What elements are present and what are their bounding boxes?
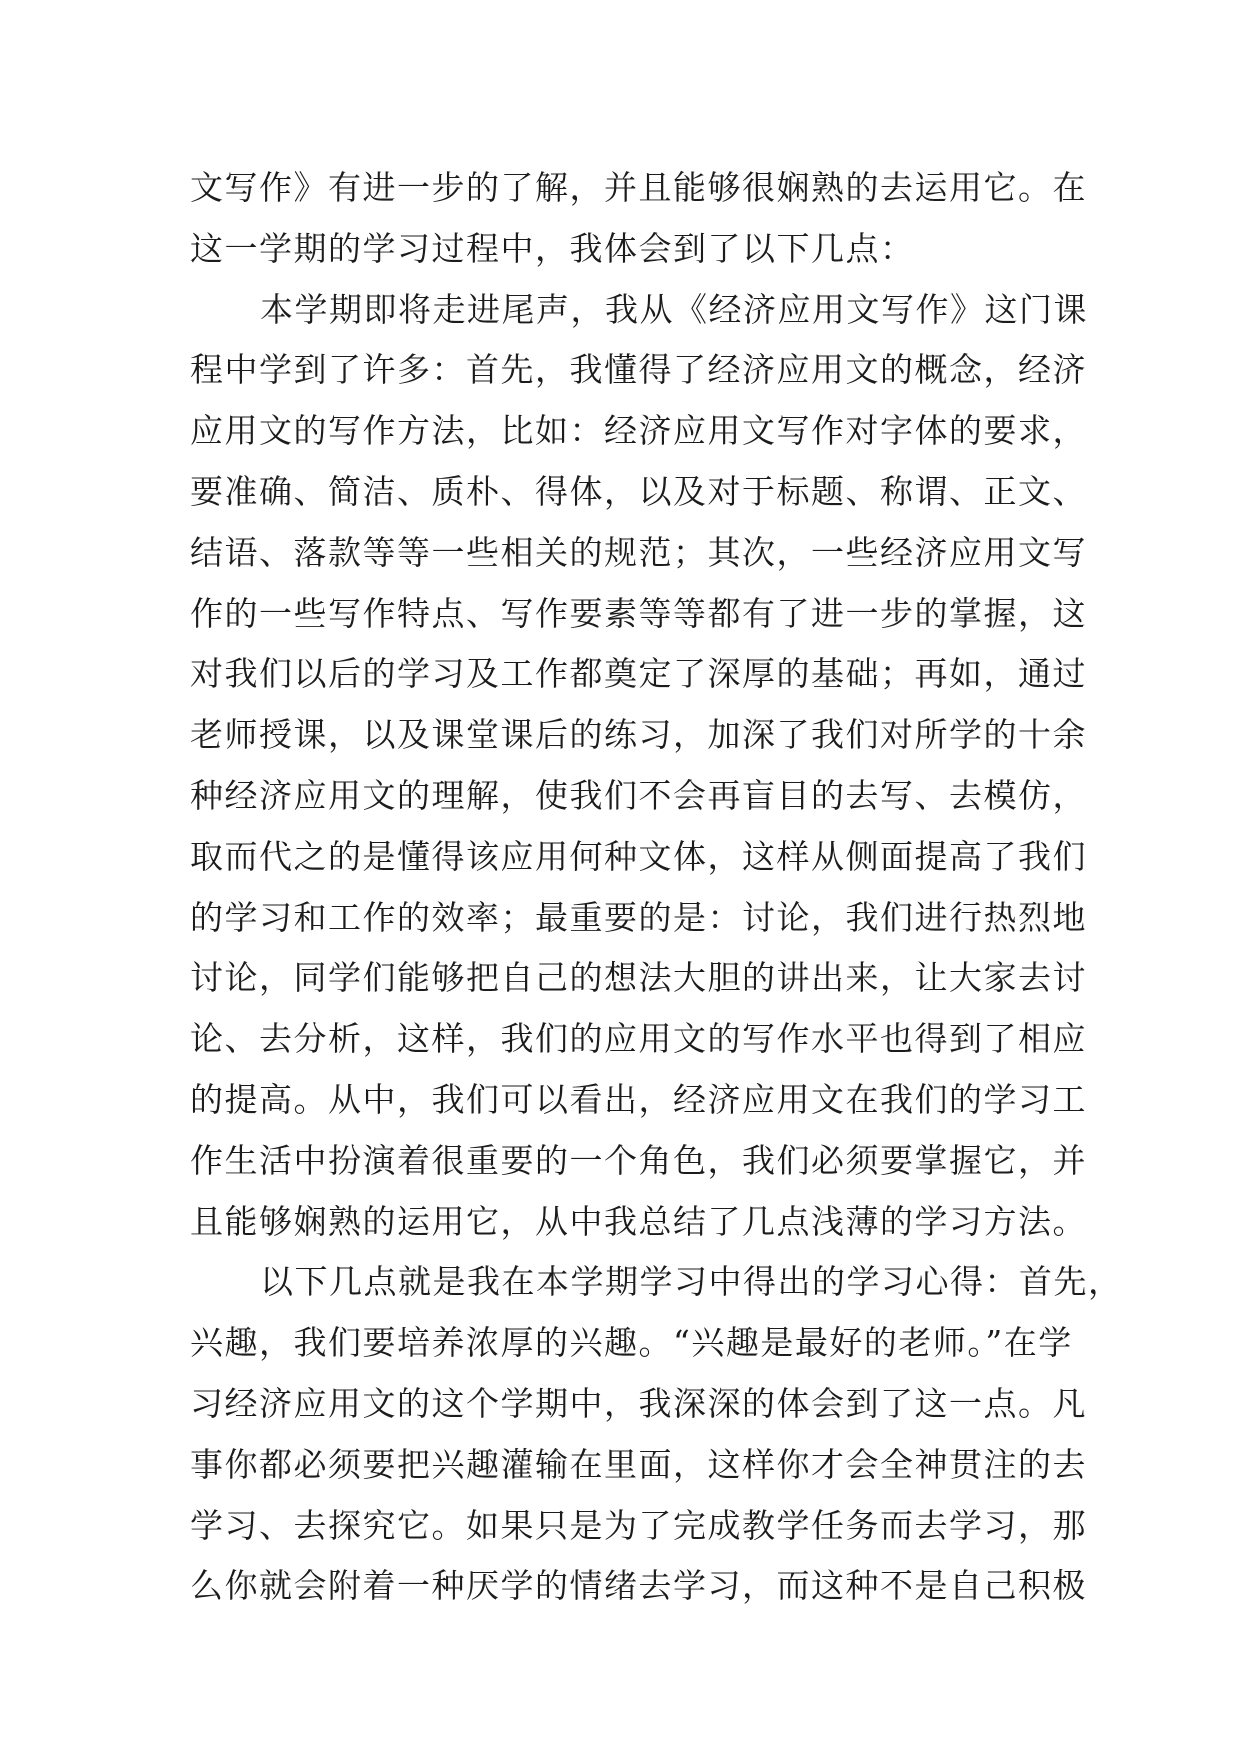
body-text <box>190 158 1123 1617</box>
text-line: 作生活中扮演着很重要的一个角色，我们必须要掌握它，并 <box>190 1140 1087 1180</box>
text-line: 的提高。从中，我们可以看出，经济应用文在我们的学习工 <box>190 1079 1087 1119</box>
text-line: 结语、落款等等一些相关的规范；其次，一些经济应用文写 <box>190 532 1087 572</box>
text-line: 论、去分析，这样，我们的应用文的写作水平也得到了相应 <box>190 1019 1087 1059</box>
text-line: 种经济应用文的理解，使我们不会再盲目的去写、去模仿， <box>190 775 1087 815</box>
text-line: 以下几点就是我在本学期学习中得出的学习心得：首先， <box>260 1262 1123 1302</box>
text-line: 作的一些写作特点、写作要素等等都有了进一步的掌握，这 <box>190 593 1087 633</box>
text-line: 老师授课，以及课堂课后的练习，加深了我们对所学的十余 <box>190 715 1087 755</box>
text-line: 习经济应用文的这个学期中，我深深的体会到了这一点。凡 <box>190 1383 1087 1423</box>
text-line: 兴趣，我们要培养浓厚的兴趣。“兴趣是最好的老师。”在学 <box>190 1323 1073 1363</box>
text-line: 要准确、简洁、质朴、得体，以及对于标题、称谓、正文、 <box>190 471 1087 511</box>
text-line: 应用文的写作方法，比如：经济应用文写作对字体的要求， <box>190 411 1087 451</box>
text-line: 的学习和工作的效率；最重要的是：讨论，我们进行热烈地 <box>190 897 1087 937</box>
text-line: 取而代之的是懂得该应用何种文体，这样从侧面提高了我们 <box>190 836 1087 876</box>
text-line: 且能够娴熟的运用它，从中我总结了几点浅薄的学习方法。 <box>190 1201 1087 1241</box>
text-line: 本学期即将走进尾声，我从《经济应用文写作》这门课 <box>260 289 1088 329</box>
text-line: 文写作》有进一步的了解，并且能够很娴熟的去运用它。在 <box>190 168 1087 207</box>
text-line: 么你就会附着一种厌学的情绪去学习，而这种不是自己积极 <box>190 1566 1087 1606</box>
text-line: 程中学到了许多：首先，我懂得了经济应用文的概念，经济 <box>190 350 1087 390</box>
text-line: 讨论，同学们能够把自己的想法大胆的讲出来，让大家去讨 <box>190 958 1087 998</box>
text-line: 事你都必须要把兴趣灌输在里面，这样你才会全神贯注的去 <box>190 1444 1087 1484</box>
text-line: 这一学期的学习过程中，我体会到了以下几点： <box>190 228 915 268</box>
text-line: 学习、去探究它。如果只是为了完成教学任务而去学习，那 <box>190 1505 1087 1545</box>
text-line: 对我们以后的学习及工作都奠定了深厚的基础；再如，通过 <box>190 654 1087 694</box>
